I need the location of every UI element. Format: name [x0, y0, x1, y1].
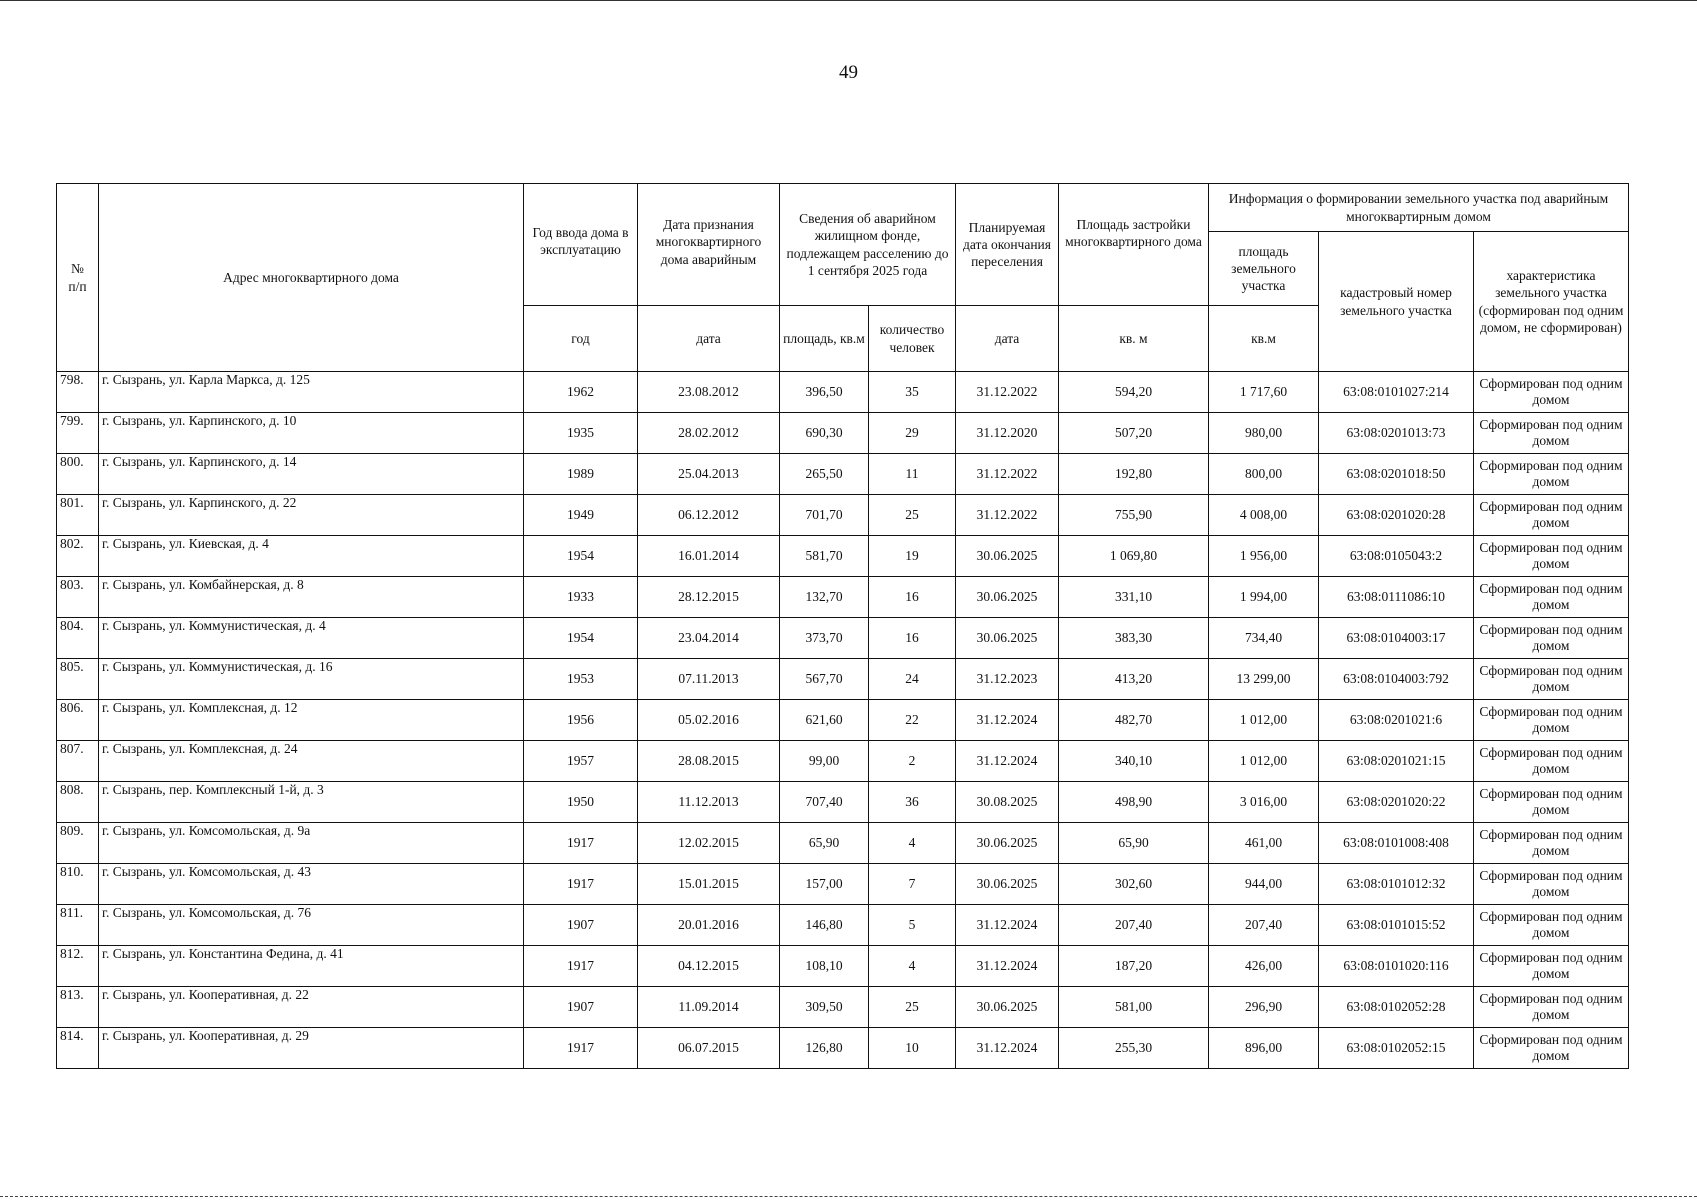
year-cell: 1917 [524, 946, 638, 987]
address-cell: г. Сызрань, ул. Карпинского, д. 22 [99, 495, 524, 536]
table-row [57, 741, 1629, 782]
land-area-cell: 426,00 [1209, 946, 1319, 987]
header-year: Год ввода дома в эксплуатацию [524, 184, 638, 306]
land-status-cell: Сформирован под одним домом [1474, 618, 1629, 659]
year-cell: 1907 [524, 905, 638, 946]
land-status-cell: Сформирован под одним домом [1474, 659, 1629, 700]
people-count-cell: 22 [869, 700, 956, 741]
planned-date-cell: 31.12.2020 [956, 413, 1059, 454]
table-row [57, 700, 1629, 741]
year-cell: 1954 [524, 536, 638, 577]
table-row [57, 782, 1629, 823]
table-body [57, 372, 1629, 1069]
recognition-date-cell: 12.02.2015 [638, 823, 780, 864]
area-cell: 690,30 [780, 413, 869, 454]
area-cell: 108,10 [780, 946, 869, 987]
people-count-cell: 24 [869, 659, 956, 700]
land-area-cell: 296,90 [1209, 987, 1319, 1028]
recognition-date-cell: 11.12.2013 [638, 782, 780, 823]
people-count-cell: 7 [869, 864, 956, 905]
address-cell: г. Сызрань, ул. Кооперативная, д. 29 [99, 1028, 524, 1069]
row-number: 808. [57, 782, 99, 823]
address-cell: г. Сызрань, ул. Комсомольская, д. 9а [99, 823, 524, 864]
people-count-cell: 5 [869, 905, 956, 946]
address-cell: г. Сызрань, ул. Комбайнерская, д. 8 [99, 577, 524, 618]
year-cell: 1907 [524, 987, 638, 1028]
built-area-cell: 302,60 [1059, 864, 1209, 905]
land-area-cell: 1 717,60 [1209, 372, 1319, 413]
row-number: 811. [57, 905, 99, 946]
address-cell: г. Сызрань, ул. Коммунистическая, д. 16 [99, 659, 524, 700]
built-area-cell: 594,20 [1059, 372, 1209, 413]
area-cell: 126,80 [780, 1028, 869, 1069]
recognition-date-cell: 23.08.2012 [638, 372, 780, 413]
land-status-cell: Сформирован под одним домом [1474, 495, 1629, 536]
row-number: 809. [57, 823, 99, 864]
cadastral-number-cell: 63:08:0201020:28 [1319, 495, 1474, 536]
built-area-cell: 581,00 [1059, 987, 1209, 1028]
recognition-date-cell: 07.11.2013 [638, 659, 780, 700]
year-cell: 1917 [524, 823, 638, 864]
built-area-cell: 498,90 [1059, 782, 1209, 823]
land-status-cell: Сформирован под одним домом [1474, 413, 1629, 454]
year-cell: 1962 [524, 372, 638, 413]
recognition-date-cell: 11.09.2014 [638, 987, 780, 1028]
area-cell: 396,50 [780, 372, 869, 413]
cadastral-number-cell: 63:08:0102052:28 [1319, 987, 1474, 1028]
subheader-date: дата [638, 306, 780, 372]
people-count-cell: 16 [869, 577, 956, 618]
cadastral-number-cell: 63:08:0111086:10 [1319, 577, 1474, 618]
land-area-cell: 1 012,00 [1209, 700, 1319, 741]
cadastral-number-cell: 63:08:0201020:22 [1319, 782, 1474, 823]
built-area-cell: 187,20 [1059, 946, 1209, 987]
planned-date-cell: 30.08.2025 [956, 782, 1059, 823]
table-row [57, 495, 1629, 536]
address-cell: г. Сызрань, ул. Киевская, д. 4 [99, 536, 524, 577]
cadastral-number-cell: 63:08:0201018:50 [1319, 454, 1474, 495]
land-status-cell: Сформирован под одним домом [1474, 987, 1629, 1028]
planned-date-cell: 30.06.2025 [956, 987, 1059, 1028]
address-cell: г. Сызрань, ул. Коммунистическая, д. 4 [99, 618, 524, 659]
planned-date-cell: 31.12.2024 [956, 700, 1059, 741]
top-border-line [0, 0, 1697, 4]
address-cell: г. Сызрань, ул. Карпинского, д. 10 [99, 413, 524, 454]
row-number: 800. [57, 454, 99, 495]
year-cell: 1953 [524, 659, 638, 700]
row-number: 814. [57, 1028, 99, 1069]
table-row [57, 905, 1629, 946]
subheader-land-sqm: кв.м [1209, 306, 1319, 372]
recognition-date-cell: 06.07.2015 [638, 1028, 780, 1069]
header-built-area: Площадь застройки многоквартирного дома [1059, 184, 1209, 306]
row-number: 802. [57, 536, 99, 577]
subheader-area: площадь, кв.м [780, 306, 869, 372]
land-area-cell: 4 008,00 [1209, 495, 1319, 536]
planned-date-cell: 31.12.2024 [956, 1028, 1059, 1069]
area-cell: 373,70 [780, 618, 869, 659]
planned-date-cell: 30.06.2025 [956, 864, 1059, 905]
subheader-year: год [524, 306, 638, 372]
subheader-built-sqm: кв. м [1059, 306, 1209, 372]
people-count-cell: 19 [869, 536, 956, 577]
planned-date-cell: 30.06.2025 [956, 618, 1059, 659]
year-cell: 1949 [524, 495, 638, 536]
table-row [57, 618, 1629, 659]
recognition-date-cell: 25.04.2013 [638, 454, 780, 495]
table-row [57, 536, 1629, 577]
area-cell: 157,00 [780, 864, 869, 905]
cadastral-number-cell: 63:08:0201021:15 [1319, 741, 1474, 782]
header-num: № п/п [57, 184, 99, 372]
row-number: 810. [57, 864, 99, 905]
area-cell: 65,90 [780, 823, 869, 864]
recognition-date-cell: 28.08.2015 [638, 741, 780, 782]
subheader-planned-date: дата [956, 306, 1059, 372]
area-cell: 581,70 [780, 536, 869, 577]
planned-date-cell: 31.12.2024 [956, 741, 1059, 782]
land-status-cell: Сформирован под одним домом [1474, 454, 1629, 495]
people-count-cell: 25 [869, 495, 956, 536]
land-status-cell: Сформирован под одним домом [1474, 372, 1629, 413]
year-cell: 1989 [524, 454, 638, 495]
people-count-cell: 16 [869, 618, 956, 659]
land-area-cell: 800,00 [1209, 454, 1319, 495]
people-count-cell: 35 [869, 372, 956, 413]
area-cell: 701,70 [780, 495, 869, 536]
built-area-cell: 383,30 [1059, 618, 1209, 659]
cadastral-number-cell: 63:08:0101012:32 [1319, 864, 1474, 905]
land-status-cell: Сформирован под одним домом [1474, 905, 1629, 946]
land-area-cell: 13 299,00 [1209, 659, 1319, 700]
people-count-cell: 4 [869, 946, 956, 987]
address-cell: г. Сызрань, ул. Комсомольская, д. 43 [99, 864, 524, 905]
area-cell: 99,00 [780, 741, 869, 782]
cadastral-number-cell: 63:08:0105043:2 [1319, 536, 1474, 577]
address-cell: г. Сызрань, ул. Комсомольская, д. 76 [99, 905, 524, 946]
recognition-date-cell: 23.04.2014 [638, 618, 780, 659]
year-cell: 1917 [524, 1028, 638, 1069]
land-area-cell: 207,40 [1209, 905, 1319, 946]
recognition-date-cell: 04.12.2015 [638, 946, 780, 987]
address-cell: г. Сызрань, ул. Константина Федина, д. 41 [99, 946, 524, 987]
people-count-cell: 25 [869, 987, 956, 1028]
planned-date-cell: 31.12.2022 [956, 372, 1059, 413]
land-area-cell: 1 956,00 [1209, 536, 1319, 577]
planned-date-cell: 30.06.2025 [956, 536, 1059, 577]
table-row [57, 659, 1629, 700]
planned-date-cell: 31.12.2024 [956, 905, 1059, 946]
people-count-cell: 2 [869, 741, 956, 782]
cadastral-number-cell: 63:08:0201013:73 [1319, 413, 1474, 454]
planned-date-cell: 31.12.2024 [956, 946, 1059, 987]
header-emergency-fund: Сведения об аварийном жилищном фонде, подлежащем расселению до 1 сентября 2025 года [780, 184, 956, 306]
built-area-cell: 482,70 [1059, 700, 1209, 741]
land-status-cell: Сформирован под одним домом [1474, 577, 1629, 618]
table-row [57, 823, 1629, 864]
table-row [57, 864, 1629, 905]
address-cell: г. Сызрань, пер. Комплексный 1-й, д. 3 [99, 782, 524, 823]
year-cell: 1933 [524, 577, 638, 618]
emergency-housing-table [56, 183, 1629, 1069]
row-number: 804. [57, 618, 99, 659]
people-count-cell: 4 [869, 823, 956, 864]
people-count-cell: 11 [869, 454, 956, 495]
built-area-cell: 207,40 [1059, 905, 1209, 946]
year-cell: 1956 [524, 700, 638, 741]
row-number: 812. [57, 946, 99, 987]
people-count-cell: 36 [869, 782, 956, 823]
land-status-cell: Сформирован под одним домом [1474, 700, 1629, 741]
built-area-cell: 755,90 [1059, 495, 1209, 536]
row-number: 801. [57, 495, 99, 536]
land-status-cell: Сформирован под одним домом [1474, 1028, 1629, 1069]
land-status-cell: Сформирован под одним домом [1474, 946, 1629, 987]
area-cell: 567,70 [780, 659, 869, 700]
area-cell: 132,70 [780, 577, 869, 618]
header-land-area: площадь земельного участка [1209, 232, 1319, 306]
header-planned-date: Планируемая дата окончания переселения [956, 184, 1059, 306]
cadastral-number-cell: 63:08:0101027:214 [1319, 372, 1474, 413]
area-cell: 146,80 [780, 905, 869, 946]
recognition-date-cell: 20.01.2016 [638, 905, 780, 946]
land-status-cell: Сформирован под одним домом [1474, 823, 1629, 864]
table-row [57, 413, 1629, 454]
planned-date-cell: 31.12.2022 [956, 454, 1059, 495]
recognition-date-cell: 06.12.2012 [638, 495, 780, 536]
land-area-cell: 461,00 [1209, 823, 1319, 864]
cadastral-number-cell: 63:08:0104003:792 [1319, 659, 1474, 700]
cadastral-number-cell: 63:08:0201021:6 [1319, 700, 1474, 741]
year-cell: 1954 [524, 618, 638, 659]
table-row [57, 987, 1629, 1028]
built-area-cell: 255,30 [1059, 1028, 1209, 1069]
area-cell: 707,40 [780, 782, 869, 823]
area-cell: 265,50 [780, 454, 869, 495]
row-number: 803. [57, 577, 99, 618]
row-number: 807. [57, 741, 99, 782]
cadastral-number-cell: 63:08:0104003:17 [1319, 618, 1474, 659]
built-area-cell: 192,80 [1059, 454, 1209, 495]
recognition-date-cell: 28.12.2015 [638, 577, 780, 618]
header-address: Адрес многоквартирного дома [99, 184, 524, 372]
address-cell: г. Сызрань, ул. Комплексная, д. 24 [99, 741, 524, 782]
recognition-date-cell: 16.01.2014 [638, 536, 780, 577]
table-row [57, 1028, 1629, 1069]
page-number: 49 [839, 62, 858, 83]
address-cell: г. Сызрань, ул. Кооперативная, д. 22 [99, 987, 524, 1028]
planned-date-cell: 30.06.2025 [956, 823, 1059, 864]
row-number: 806. [57, 700, 99, 741]
cadastral-number-cell: 63:08:0101015:52 [1319, 905, 1474, 946]
address-cell: г. Сызрань, ул. Комплексная, д. 12 [99, 700, 524, 741]
land-area-cell: 896,00 [1209, 1028, 1319, 1069]
land-status-cell: Сформирован под одним домом [1474, 864, 1629, 905]
year-cell: 1917 [524, 864, 638, 905]
built-area-cell: 507,20 [1059, 413, 1209, 454]
planned-date-cell: 30.06.2025 [956, 577, 1059, 618]
land-area-cell: 1 994,00 [1209, 577, 1319, 618]
row-number: 799. [57, 413, 99, 454]
people-count-cell: 29 [869, 413, 956, 454]
built-area-cell: 65,90 [1059, 823, 1209, 864]
header-characteristic: характеристика земельного участка (сформирован под одним домом, не сформирован) [1474, 232, 1629, 372]
table-row [57, 454, 1629, 495]
bottom-border-line [0, 1196, 1697, 1197]
subheader-people: количество человек [869, 306, 956, 372]
row-number: 805. [57, 659, 99, 700]
land-status-cell: Сформирован под одним домом [1474, 782, 1629, 823]
cadastral-number-cell: 63:08:0101008:408 [1319, 823, 1474, 864]
year-cell: 1950 [524, 782, 638, 823]
built-area-cell: 331,10 [1059, 577, 1209, 618]
cadastral-number-cell: 63:08:0101020:116 [1319, 946, 1474, 987]
recognition-date-cell: 05.02.2016 [638, 700, 780, 741]
address-cell: г. Сызрань, ул. Карпинского, д. 14 [99, 454, 524, 495]
cadastral-number-cell: 63:08:0102052:15 [1319, 1028, 1474, 1069]
built-area-cell: 1 069,80 [1059, 536, 1209, 577]
row-number: 798. [57, 372, 99, 413]
table-row [57, 946, 1629, 987]
built-area-cell: 413,20 [1059, 659, 1209, 700]
recognition-date-cell: 15.01.2015 [638, 864, 780, 905]
people-count-cell: 10 [869, 1028, 956, 1069]
year-cell: 1957 [524, 741, 638, 782]
recognition-date-cell: 28.02.2012 [638, 413, 780, 454]
row-number: 813. [57, 987, 99, 1028]
table-row [57, 372, 1629, 413]
land-area-cell: 944,00 [1209, 864, 1319, 905]
header-land-info: Информация о формировании земельного участка под аварийным многоквартирным домом [1209, 184, 1629, 232]
planned-date-cell: 31.12.2023 [956, 659, 1059, 700]
header-date-recognition: Дата признания многоквартирного дома аварийным [638, 184, 780, 306]
planned-date-cell: 31.12.2022 [956, 495, 1059, 536]
land-area-cell: 1 012,00 [1209, 741, 1319, 782]
area-cell: 621,60 [780, 700, 869, 741]
land-area-cell: 980,00 [1209, 413, 1319, 454]
year-cell: 1935 [524, 413, 638, 454]
header-cadastral: кадастровый номер земельного участка [1319, 232, 1474, 372]
land-status-cell: Сформирован под одним домом [1474, 536, 1629, 577]
land-area-cell: 3 016,00 [1209, 782, 1319, 823]
address-cell: г. Сызрань, ул. Карла Маркса, д. 125 [99, 372, 524, 413]
area-cell: 309,50 [780, 987, 869, 1028]
land-area-cell: 734,40 [1209, 618, 1319, 659]
table-row [57, 577, 1629, 618]
land-status-cell: Сформирован под одним домом [1474, 741, 1629, 782]
built-area-cell: 340,10 [1059, 741, 1209, 782]
